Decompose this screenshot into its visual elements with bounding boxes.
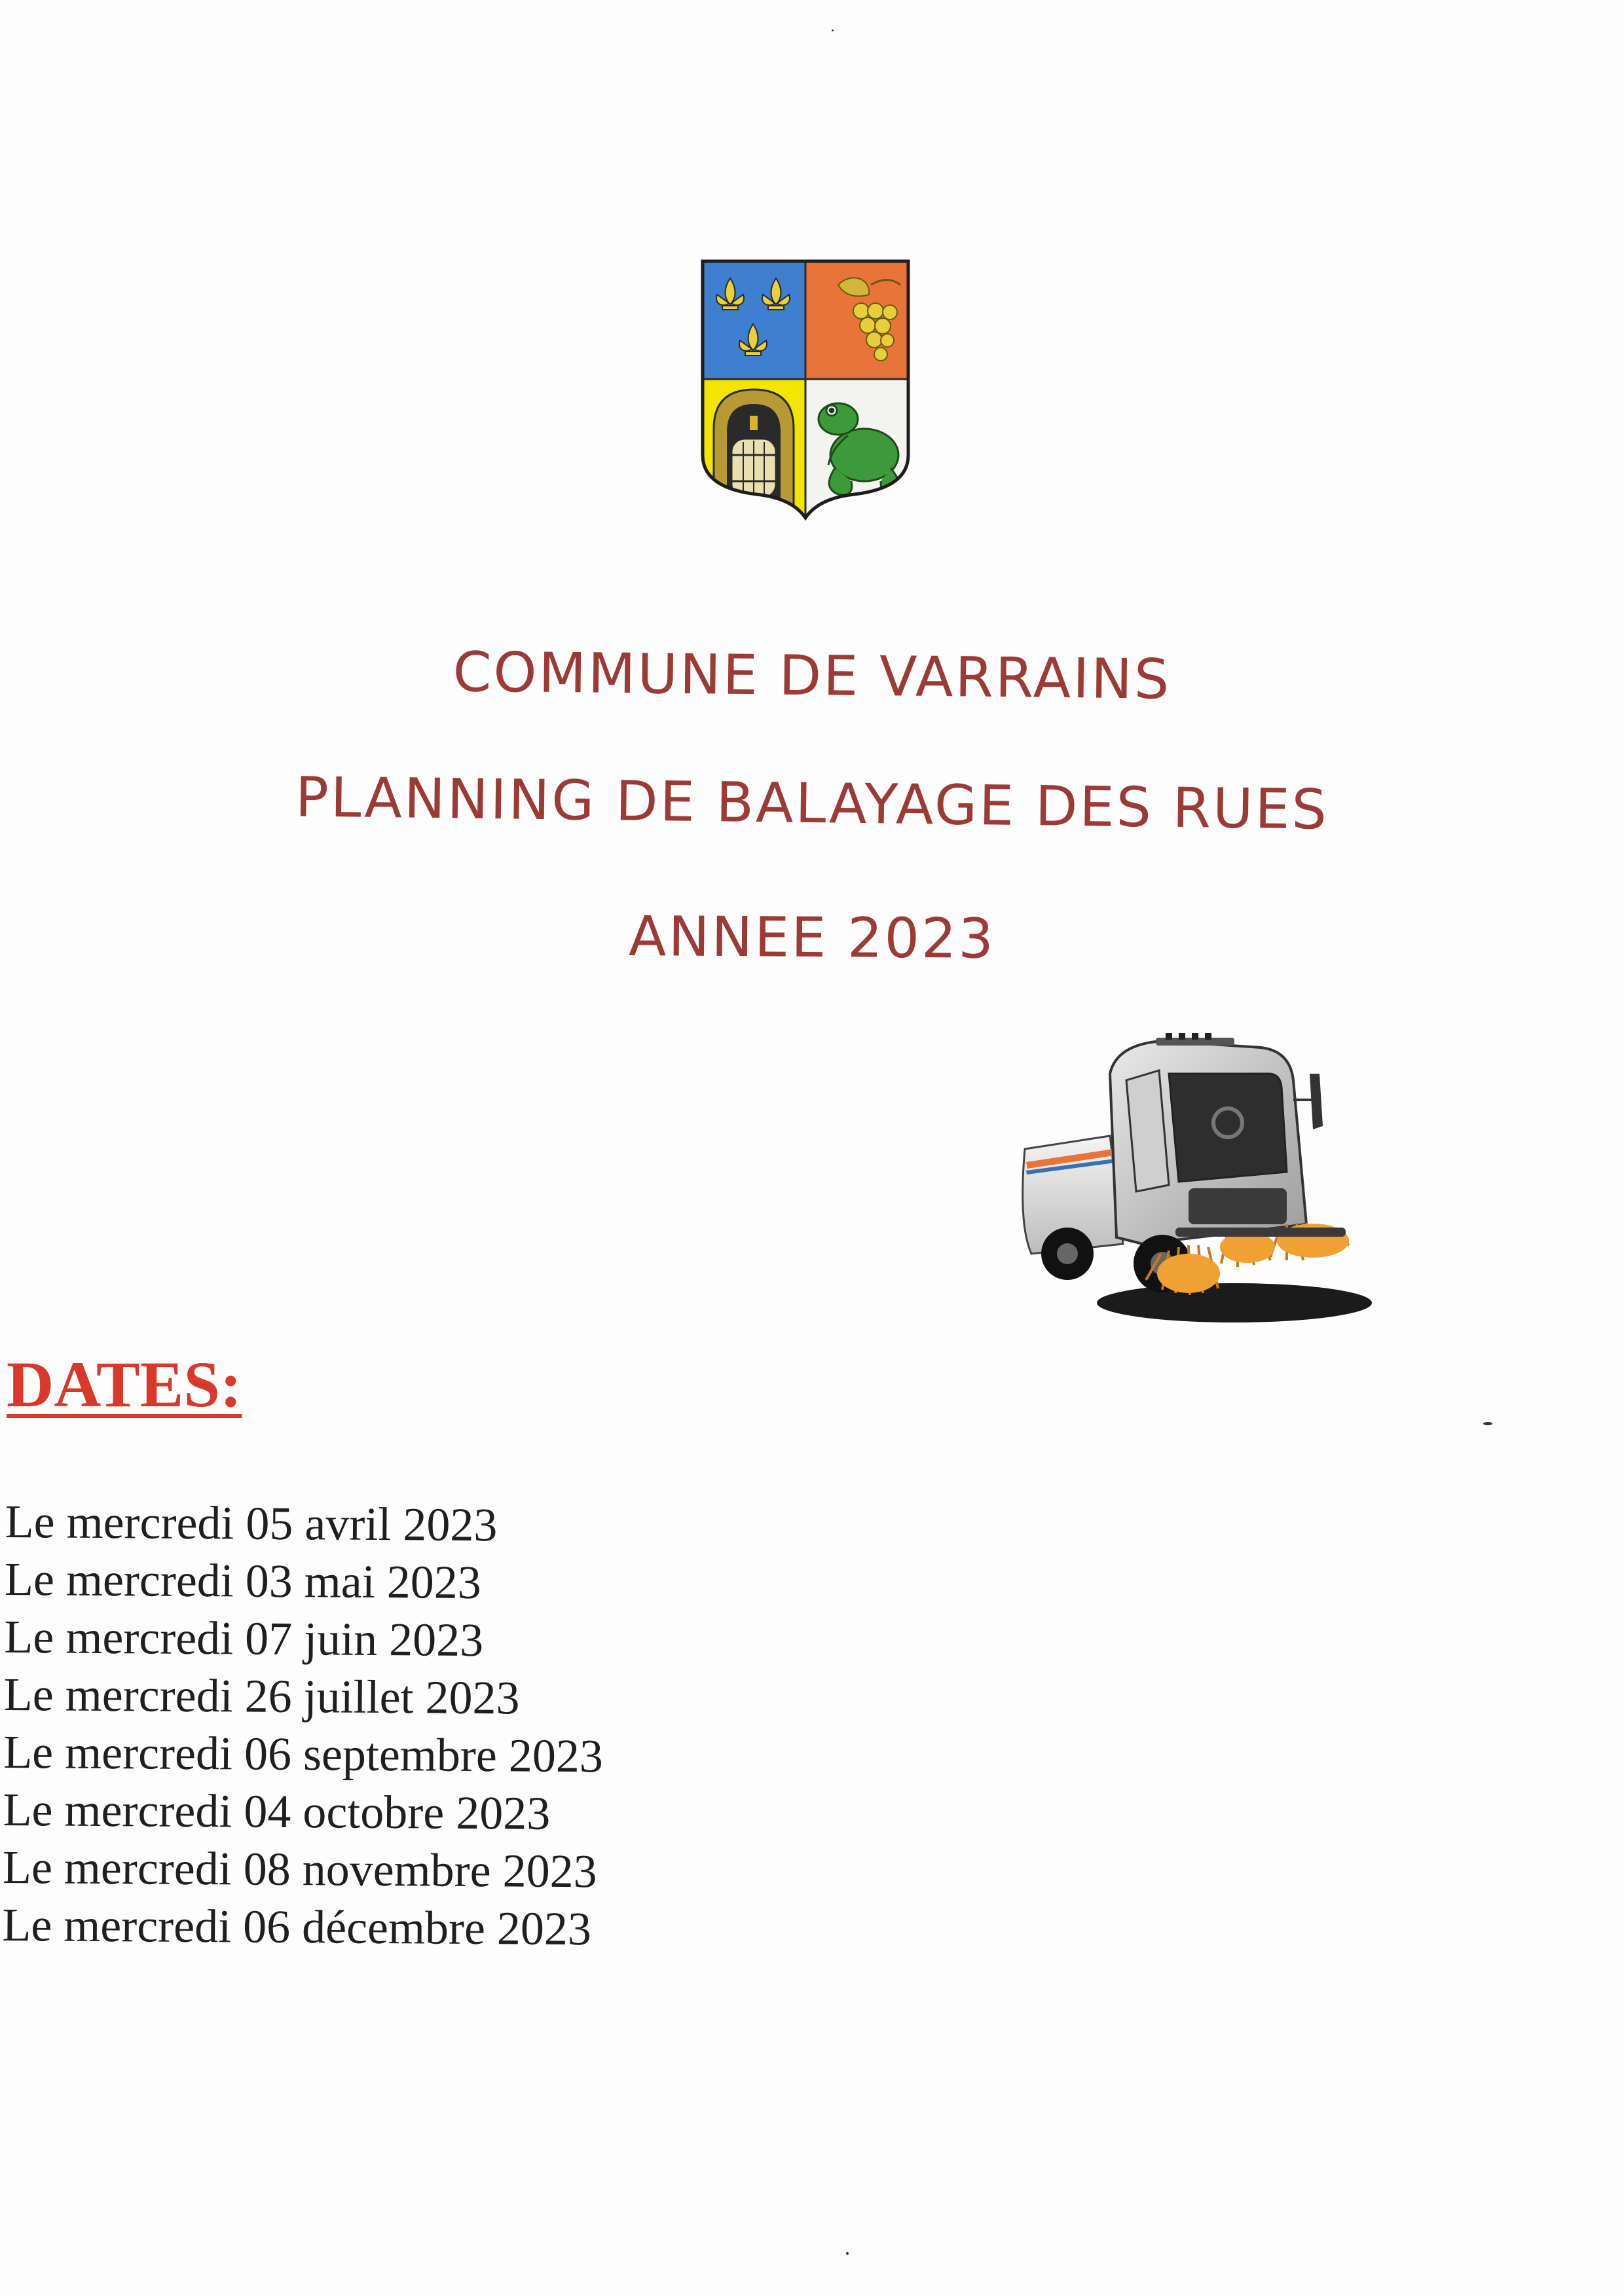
scan-speck	[846, 2252, 849, 2255]
commune-title: COMMUNE DE VARRAINS	[452, 640, 1172, 712]
date-item: Le mercredi 06 septembre 2023	[3, 1725, 604, 1783]
coat-of-arms-crest	[697, 259, 913, 520]
planning-title: PLANNING DE BALAYAGE DES RUES	[295, 765, 1329, 842]
date-item: Le mercredi 04 octobre 2023	[3, 1783, 551, 1840]
scan-speck	[832, 29, 834, 31]
date-item: Le mercredi 05 avril 2023	[5, 1495, 498, 1552]
date-item: Le mercredi 06 décembre 2023	[2, 1898, 592, 1956]
date-item: Le mercredi 07 juin 2023	[4, 1610, 484, 1667]
scan-speck	[1483, 1422, 1492, 1425]
dates-heading: DATES:	[7, 1348, 242, 1421]
year-title: ANNEE 2023	[628, 904, 996, 971]
date-item: Le mercredi 08 novembre 2023	[2, 1840, 597, 1898]
date-item: Le mercredi 03 mai 2023	[4, 1552, 482, 1609]
dates-list	[2, 1493, 605, 1958]
date-item: Le mercredi 26 juillet 2023	[3, 1667, 520, 1724]
street-sweeper-illustration	[1012, 1028, 1378, 1329]
